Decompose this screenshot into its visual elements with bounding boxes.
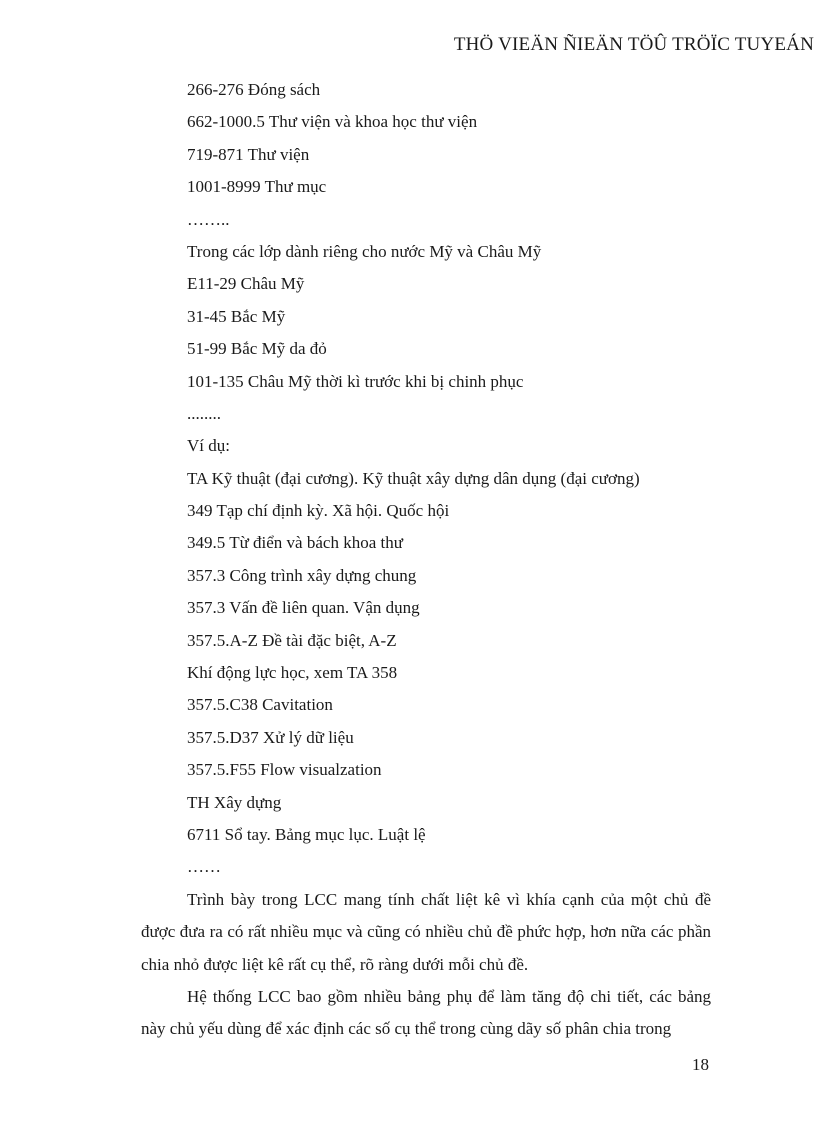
list-line: 357.5.D37 Xử lý dữ liệu — [187, 727, 354, 747]
list-line: E11-29 Châu Mỹ — [187, 274, 305, 294]
list-line: 357.5.F55 Flow visualzation — [187, 760, 382, 780]
list-line: 266-276 Đóng sách — [187, 80, 321, 99]
list-line: Khí động lực học, xem TA 358 — [187, 663, 398, 683]
list-line: 349.5 Từ điển và bách khoa thư — [187, 533, 403, 553]
list-line: 357.5.C38 Cavitation — [187, 695, 333, 715]
body-paragraph: Hệ thống LCC bao gồm nhiều bảng phụ để làm tăng độ chi tiết, các bảng này chủ yếu dùng để xác định các số cụ thể trong cùng dãy số phân chia trong — [141, 986, 711, 1039]
list-line: 357.5.A-Z Đề tài đặc biệt, A-Z — [187, 630, 397, 650]
list-line: TA Kỹ thuật (đại cương). Kỹ thuật xây dựng dân dụng (đại cương) — [187, 468, 640, 488]
list-line: 101-135 Châu Mỹ thời kì trước khi bị chinh phục — [187, 371, 524, 391]
running-header: THÖ VIEÄN ÑIEÄN TÖÛ TRÖÏC TUYEÁN — [453, 34, 814, 55]
list-line: 1001-8999 Thư mục — [187, 177, 327, 197]
list-line: …… — [187, 857, 221, 877]
list-line: 719-871 Thư viện — [187, 144, 310, 164]
list-line: Trong các lớp dành riêng cho nước Mỹ và Châu Mỹ — [187, 241, 542, 261]
list-line: 357.3 Vấn đề liên quan. Vận dụng — [187, 598, 420, 618]
list-line: 357.3 Công trình xây dựng chung — [187, 565, 417, 585]
list-line: Ví dụ: — [187, 436, 230, 456]
list-line: ........ — [187, 403, 221, 423]
list-line: 349 Tạp chí định kỳ. Xã hội. Quốc hội — [187, 501, 450, 521]
list-line: 51-99 Bắc Mỹ da đỏ — [187, 339, 327, 359]
list-line: TH Xây dựng — [187, 792, 282, 812]
page-number: 18 — [692, 1055, 709, 1074]
list-line: 6711 Sổ tay. Bảng mục lục. Luật lệ — [187, 824, 426, 844]
list-line: …….. — [187, 209, 230, 229]
list-line: 662-1000.5 Thư viện và khoa học thư viện — [187, 112, 478, 132]
page-body — [141, 74, 711, 1046]
list-line: 31-45 Bắc Mỹ — [187, 306, 286, 326]
body-paragraph: Trình bày trong LCC mang tính chất liệt kê vì khía cạnh của một chủ đề được đưa ra có rất nhiều mục và cũng có nhiều chủ đề phức hợp, hơn nữa các phần chia nhỏ được liệt kê rất cụ thể, rõ ràng dưới mỗi chủ đề. — [141, 889, 711, 974]
